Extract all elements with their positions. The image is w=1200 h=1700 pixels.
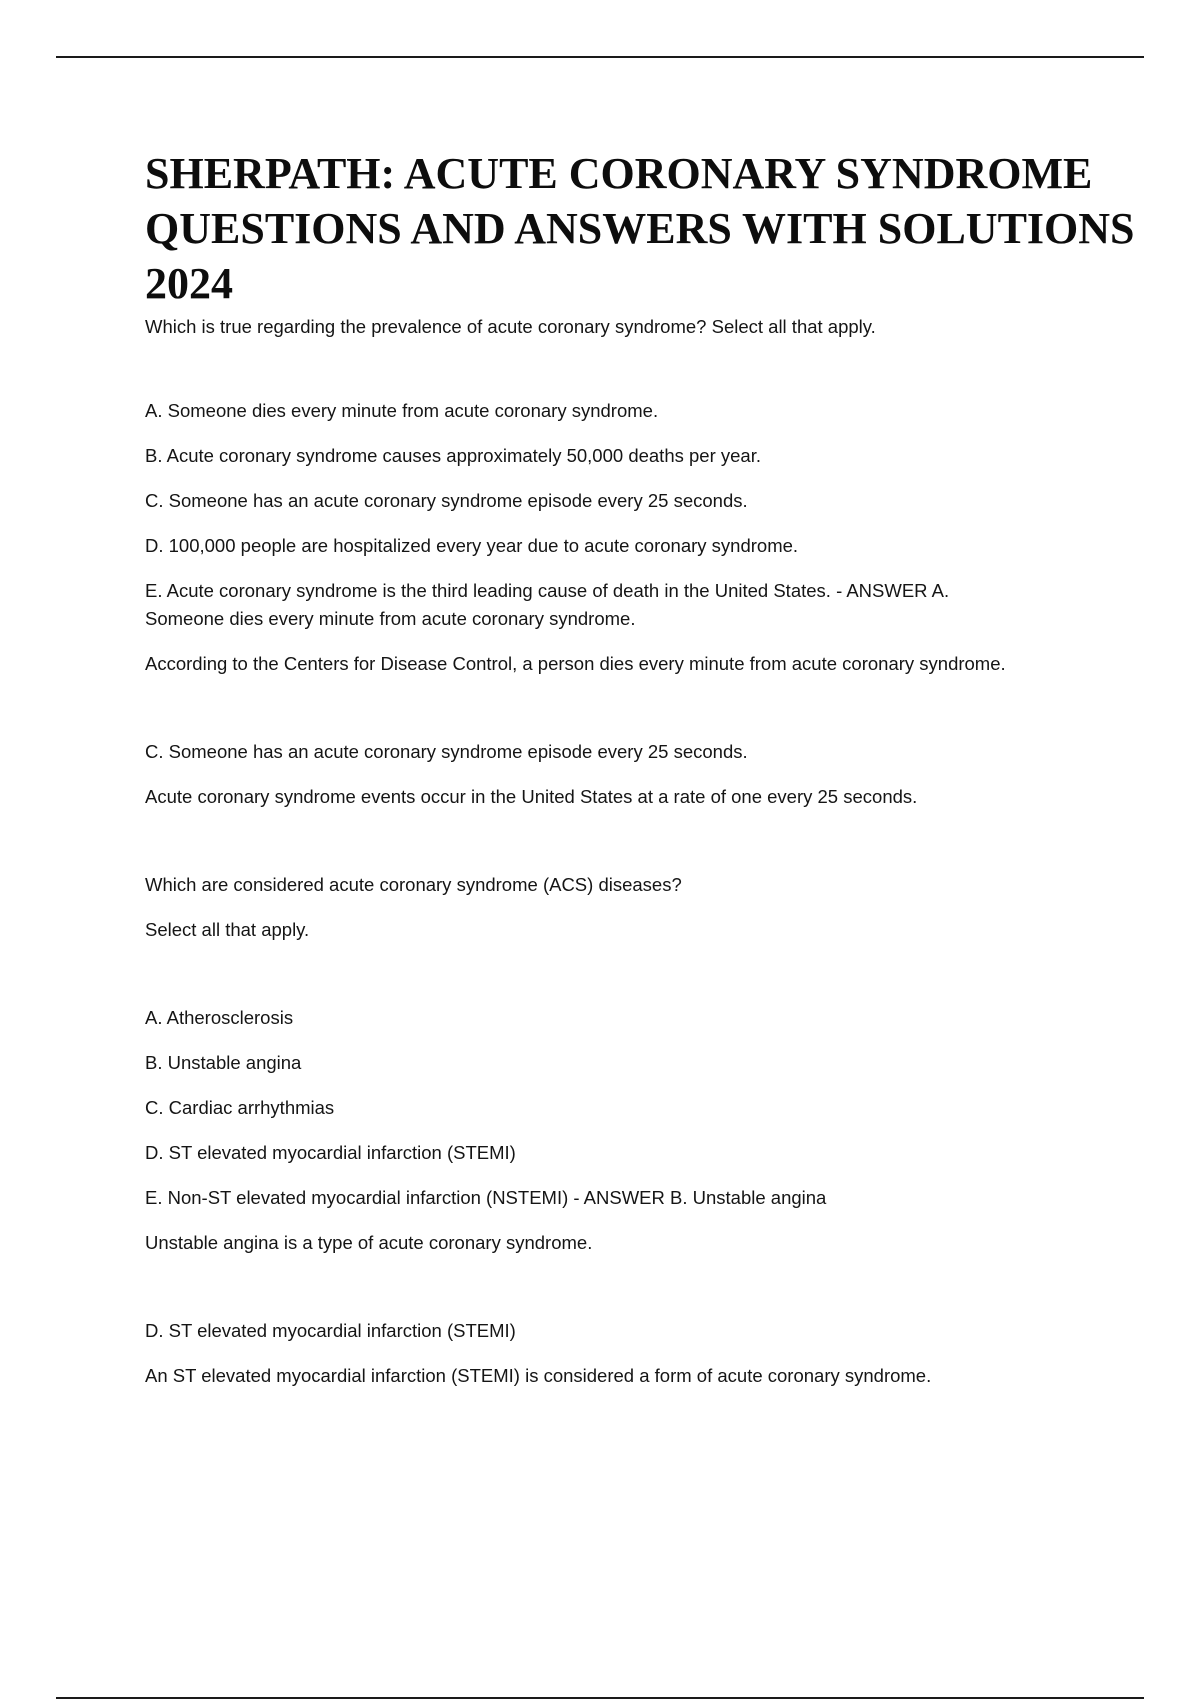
question-2-option-e-answer: E. Non-ST elevated myocardial infarction (NSTEMI) - ANSWER B. Unstable angina (145, 1187, 827, 1208)
question-1-rationale: According to the Centers for Disease Control, a person dies every minute from acute coronary syndrome. (145, 653, 1006, 674)
question-1-option-a: A. Someone dies every minute from acute coronary syndrome. (145, 400, 659, 421)
question-1-option-c: C. Someone has an acute coronary syndrome episode every 25 seconds. (145, 490, 748, 511)
question-2-option-d: D. ST elevated myocardial infarction (STEMI) (145, 1142, 516, 1163)
question-1-option-e-answer: E. Acute coronary syndrome is the third leading cause of death in the United States. - ANSWER A. Someone dies every minute from acute coronary syndrome. (145, 580, 950, 629)
question-1-additional-answer: C. Someone has an acute coronary syndrome episode every 25 seconds. (145, 741, 748, 762)
question-1-option-d: D. 100,000 people are hospitalized every year due to acute coronary syndrome. (145, 535, 799, 556)
question-1-stem: Which is true regarding the prevalence of acute coronary syndrome? Select all that apply. (145, 316, 876, 337)
question-2-option-b: B. Unstable angina (145, 1052, 302, 1073)
bottom-rule (56, 1697, 1144, 1699)
question-2-rationale: Unstable angina is a type of acute coronary syndrome. (145, 1232, 593, 1253)
question-2-option-c: C. Cardiac arrhythmias (145, 1097, 335, 1118)
top-rule (56, 56, 1144, 58)
document-title: SHERPATH: ACUTE CORONARY SYNDROME QUESTIONS AND ANSWERS WITH SOLUTIONS 2024 (145, 149, 1135, 308)
question-2-stem-line2: Select all that apply. (145, 919, 310, 940)
question-1-additional-rationale: Acute coronary syndrome events occur in the United States at a rate of one every 25 seconds. (145, 786, 918, 807)
document-content (145, 146, 1145, 1390)
question-2-option-a: A. Atherosclerosis (145, 1007, 294, 1028)
question-2-additional-answer: D. ST elevated myocardial infarction (STEMI) (145, 1320, 516, 1341)
question-2-additional-rationale: An ST elevated myocardial infarction (STEMI) is considered a form of acute coronary syndrome. (145, 1365, 932, 1386)
question-1-option-b: B. Acute coronary syndrome causes approximately 50,000 deaths per year. (145, 445, 761, 466)
question-2-stem: Which are considered acute coronary syndrome (ACS) diseases? (145, 874, 682, 895)
